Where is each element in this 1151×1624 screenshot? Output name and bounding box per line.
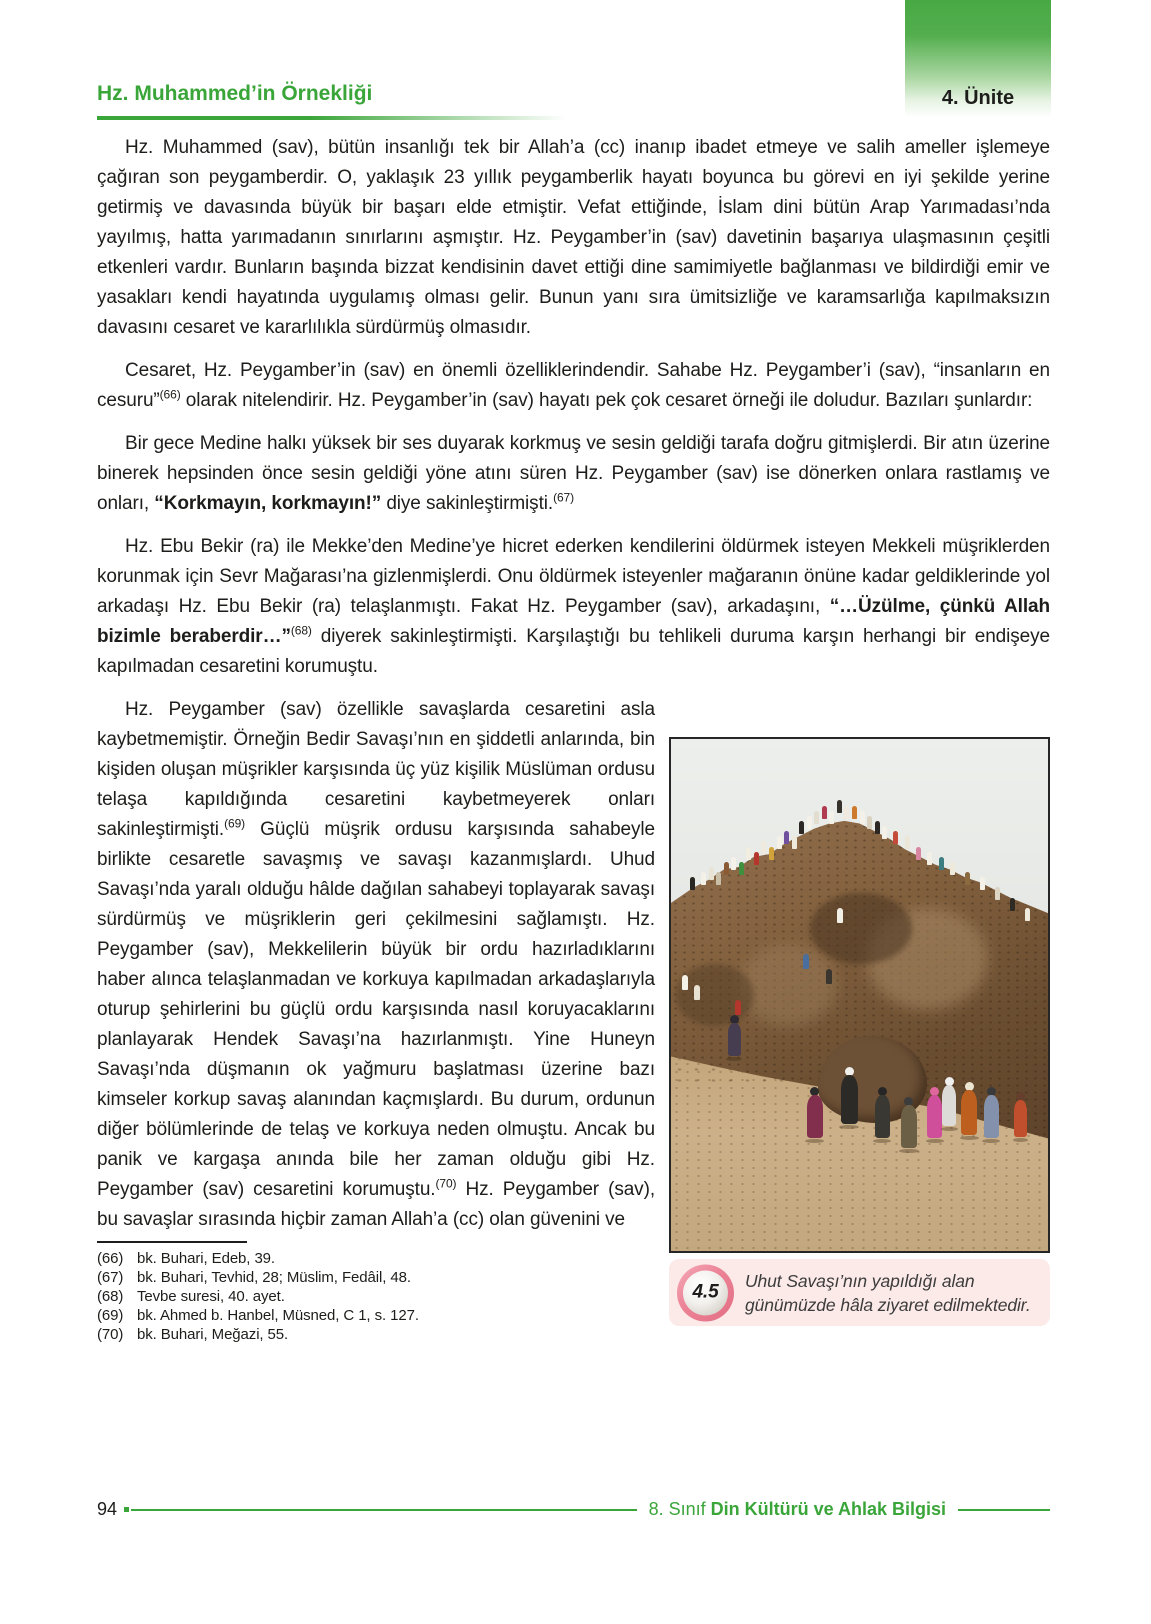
figure-shadow [982,1139,1000,1143]
unit-tab [905,0,1051,118]
ridge-pilgrim-figure [761,841,766,854]
text-segment: Bir gece Medine halkı yüksek bir ses duyarak korkmuş ve sesin geldiği tarafa doğru gitmişlerdi. Bir atın üzerine binerek hepsinden önce sesin geldiği yöne atını süren Hz. Peygamber (sav) ise dönerken onlara rastlamış ve onları, [97,433,1050,514]
ridge-pilgrim-figure [995,887,1000,900]
paragraph [97,356,1050,416]
ridge-pilgrim-figure [852,806,857,819]
walking-pilgrim-figure [875,1087,890,1143]
figure-shadow [726,1057,742,1061]
walking-pilgrim-figure [901,1097,917,1153]
article-body [97,133,1050,1344]
figure-shadow [941,1127,958,1131]
footnotes [97,1241,657,1344]
figure-shadow [839,1125,859,1129]
walking-pilgrim-figure [961,1082,977,1140]
text-segment: Cesaret, Hz. Peygamber’in (sav) en önemli özelliklerindendir. Sahabe Hz. Peygamber’i (sav), “insanların en cesuru” [97,360,1050,411]
paragraph [97,695,655,1235]
footnote-number: (67) [97,1269,124,1286]
walking-pilgrim-figure [942,1077,956,1131]
figure-number-badge [677,1264,734,1321]
ridge-pilgrim-figure [1025,908,1030,921]
footnote-reference: (70) [435,1176,457,1191]
footnote [97,1268,657,1287]
figure-shadow [805,1139,824,1143]
ridge-pilgrim-figure [807,816,812,829]
footnote-text: bk. Ahmed b. Hanbel, Müsned, C 1, s. 127. [137,1307,419,1324]
text-segment: “Korkmayın, korkmayın!” [154,493,382,514]
ridge-pilgrim-figure [769,847,774,860]
ridge-pilgrim-figure [1010,898,1015,911]
course-level: 8. Sınıf [648,1499,711,1519]
unit-label: 4. Ünite [941,87,1015,109]
ridge-pilgrim-figure [709,867,714,880]
figure-shadow [926,1139,944,1143]
page-number: 94 [97,1499,118,1519]
page-footer [97,1499,1050,1520]
ridge-pilgrim-figure [690,877,695,890]
footnote-list [97,1249,657,1344]
figure-body [942,1085,956,1126]
figure-body [841,1075,858,1124]
text-segment: Hz. Peygamber (sav) özellikle savaşlarda cesaretini asla kaybetmemiştir. Örneğin Bedir Savaşı’nın en şiddetli anlarında, bin kişiden oluşan müşrikler karşısında üç yüz kişilik Müslüman ordusu telaşa kapıldığında cesaretini kaybetmeyerek onları sakinleştirmişti. [97,699,655,840]
ridge-pilgrim-figure [844,806,849,819]
ridge-pilgrim-figure [867,816,872,829]
photo-sunlit-patch [739,944,837,1026]
ridge-pilgrim-figure [939,857,944,870]
ridge-pilgrim-figure [731,857,736,870]
footer-rule-left [131,1509,637,1511]
walking-pilgrim-figure [1014,1092,1027,1142]
photo-rock-shadow [810,893,912,965]
footnote-number: (70) [97,1326,124,1343]
text-segment: Güçlü müşrik ordusu karşısında sahabeyle birlikte cesaretle savaşmış ve savaşı kazanmışlardı. Uhud Savaşı’nda yaralı olduğu hâlde dağılan sahabeyi toplayarak savaşı sürdürmüş ve müşriklerin geri çekilmesini sağlamıştı. Hz. Peygamber (sav), Mekkelilerin büyük bir ordu hazırladıklarını haber alınca telaşlanmadan ve korkuya kapılmadan arkadaşlarıyla oturup şehirlerini bu güçlü ordu karşısında nasıl koruyacaklarını planlayarak Hendek Savaşı’na hazırlanmıştı. Yine Huneyn Savaşı’nda düşmanın ok yağmuru başlatması üzerine bazı kimseler korkup savaş alanından kaçmışlardı. Bu durum, ordunun diğer bölümlerinde de telaş ve korkuya neden olmuştu. Ancak bu panik ve kargaşa anında bile her zaman olduğu gibi Hz. Peygamber (sav) cesaretini korumuştu. [97,819,655,1200]
footnote-number: (66) [97,1250,124,1267]
ridge-pilgrim-figure [893,831,898,844]
slope-pilgrim-figure [826,969,832,984]
uhud-photo [669,737,1050,1253]
ridge-pilgrim-figure [739,862,744,875]
ridge-pilgrim-figure [701,872,706,885]
ridge-pilgrim-figure [784,831,789,844]
footnote [97,1306,657,1325]
text-segment: “…Üzülme, çünkü Allah bizimle beraberdir…” [97,596,1050,647]
figure-body [807,1095,823,1138]
ridge-pilgrim-figure [916,847,921,860]
text-segment: Hz. Muhammed (sav), bütün insanlığı tek bir Allah’a (cc) inanıp ibadet etmeye ve salih ameller işlemeye çağıran son peygamberdir. O, yaklaşık 23 yıllık peygamberlik hayatı boyunca bu görevi en iyi şekilde yerine getirmiş ve davasında büyük bir başarı elde etmiştir. Vefat ettiğinde, İslam dini bütün Arap Yarımadası’nda yayılmış, hatta yarımadanın sınırlarını aşmıştır. Hz. Peygamber’in (sav) davetinin başarıya ulaşmasının çeşitli etkenleri vardır. Bunların başında bizzat kendisinin davet ettiği dine samimiyetle bağlanması ve bildirdiği emir ve yasakları kendi hayatında uygulamış olması gelir. Bunun yanı sıra ümitsizliğe ve karamsarlığa kapılmaksızın davasını cesaret ve kararlılıkla sürdürmüş olmasıdır. [97,137,1050,338]
photo-rock-shadow [675,964,754,1025]
figure-shadow [873,1139,891,1143]
figure-body [728,1023,741,1056]
paragraph [97,532,1050,682]
ridge-pilgrim-figure [822,806,827,819]
ridge-pilgrim-figure [980,877,985,890]
walking-pilgrim-figure [728,1015,741,1061]
ridge-pilgrim-figure [927,852,932,865]
figure-shadow [960,1136,979,1140]
figure-shadow [1013,1138,1029,1142]
footer-square-marker [124,1507,129,1512]
text-segment: olarak nitelendirir. Hz. Peygamber’in (sav) hayatı pek çok cesaret örneği ile doludur. Bazıları şunlardır: [180,390,1033,411]
figure-body [875,1095,890,1138]
ridge-pilgrim-figure [837,800,842,813]
left-text-column [97,695,655,1344]
walking-pilgrim-figure [984,1087,999,1143]
ridge-pilgrim-figure [746,847,751,860]
footnote [97,1249,657,1268]
section-title: Hz. Muhammed’in Örnekliği [97,82,373,105]
footnote-reference: (66) [159,387,181,402]
walking-pilgrim-figure [841,1067,858,1129]
footer-course-title [649,1499,946,1520]
footnote-reference: (69) [224,816,246,831]
ridge-pilgrim-figure [799,821,804,834]
slope-pilgrim-figure [694,985,700,1000]
slope-pilgrim-figure [682,975,688,990]
slope-pilgrim-figure [735,1000,741,1015]
footnote-text: bk. Buhari, Meğazi, 55. [137,1326,289,1343]
footnote-number: (69) [97,1307,124,1324]
paragraph [97,133,1050,343]
ridge-pilgrim-figure [777,836,782,849]
walking-pilgrim-figure [927,1087,942,1143]
footnote-text: bk. Buhari, Tevhid, 28; Müslim, Fedâil, 48. [137,1269,411,1286]
ridge-pilgrim-figure [905,836,910,849]
figure-body [961,1090,977,1135]
ridge-pilgrim-figure [716,872,721,885]
ridge-pilgrim-figure [792,836,797,849]
ridge-pilgrim-figure [965,872,970,885]
ridge-pilgrim-figure [829,811,834,824]
slope-pilgrim-figure [803,954,809,969]
ridge-pilgrim-figure [754,852,759,865]
footnote [97,1325,657,1344]
ridge-pilgrim-figure [724,862,729,875]
ridge-pilgrim-figure [860,811,865,824]
footnote-divider [97,1241,247,1243]
footnote-reference: (68) [290,623,312,638]
paragraph [97,429,1050,519]
text-segment: diye sakinleştirmişti. [381,493,554,514]
figure-body [901,1105,917,1148]
footnote-text: bk. Buhari, Edeb, 39. [137,1250,275,1267]
figure-body [984,1095,999,1138]
ridge-pilgrim-figure [814,811,819,824]
ridge-pilgrim-figure [882,826,887,839]
footnote-text: Tevbe suresi, 40. ayet. [137,1288,285,1305]
figure-shadow [899,1149,918,1153]
figure-body [927,1095,942,1138]
footnote-number: (68) [97,1288,124,1305]
ridge-pilgrim-figure [950,862,955,875]
course-name: Din Kültürü ve Ahlak Bilgisi [710,1499,946,1519]
slope-pilgrim-figure [837,908,843,923]
figure-column [669,695,1050,1344]
footer-rule-right [958,1509,1050,1511]
footnote [97,1287,657,1306]
walking-pilgrim-figure [807,1087,823,1143]
figure-caption-box [669,1259,1050,1326]
text-segment: Hz. Peygamber (sav), bu savaşlar sırasında hiçbir zaman Allah’a (cc) olan güvenini ve [97,1179,655,1230]
text-segment: Hz. Ebu Bekir (ra) ile Mekke’den Medine’ye hicret ederken kendilerini öldürmek isteyen Mekkeli müşriklerden korunmak için Sevr Mağarası’na gizlenmişlerdi. Onu öldürmek isteyenler mağaranın önüne kadar geldiklerinde yol arkadaşı Hz. Ebu Bekir (ra) telaşlanmıştı. Fakat Hz. Peygamber (sav), arkadaşını, [97,536,1050,617]
ridge-pilgrim-figure [875,821,880,834]
figure-body [1014,1100,1027,1137]
footnote-reference: (67) [553,490,575,505]
figure-number: 4.5 [683,1270,728,1315]
section-title-underline [97,116,567,120]
text-photo-columns [97,695,1050,1344]
figure-caption-text: Uhut Savaşı’nın yapıldığı alan günümüzde hâla ziyaret edilmektedir. [745,1271,1031,1315]
text-segment: diyerek sakinleştirmişti. Karşılaştığı bu tehlikeli duruma karşın herhangi bir endişeye kapılmadan cesaretini korumuştu. [97,626,1050,677]
